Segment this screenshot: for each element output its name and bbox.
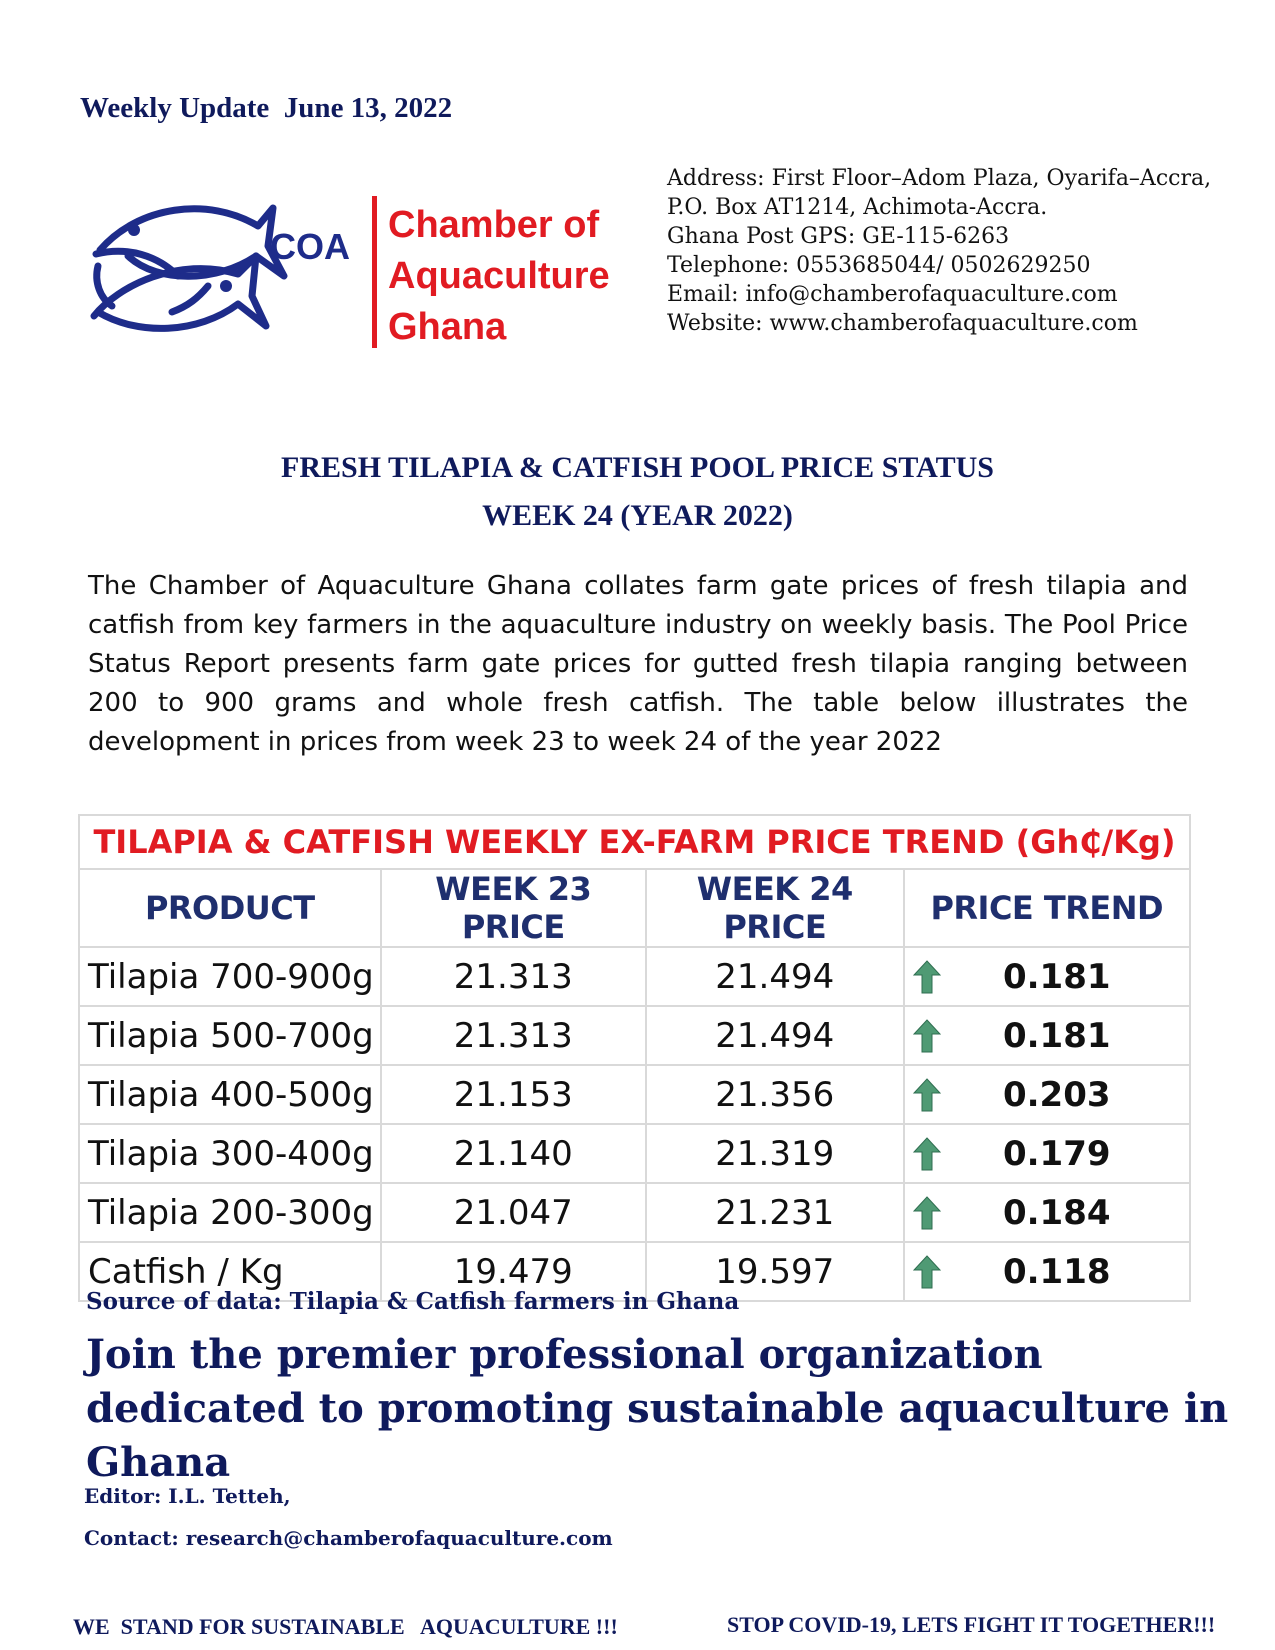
price-trend-cell (904, 947, 1190, 1006)
weekly-update-heading: Weekly Update June 13, 2022 (80, 92, 453, 124)
address-line: P.O. Box AT1214, Achimota-Accra. (667, 195, 1048, 220)
footer-covid-slogan: STOP COVID-19, LETS FIGHT IT TOGETHER!!! (727, 1612, 1216, 1637)
table-row (79, 1065, 1190, 1124)
week24-price-cell: 19.597 (646, 1242, 904, 1301)
logo-organization-name: Chamber of Aquaculture Ghana (388, 204, 610, 348)
logo-abbreviation: COA (270, 226, 350, 267)
address-line: Address: First Floor–Adom Plaza, Oyarifa–Accra, (667, 166, 1212, 191)
product-cell: Tilapia 400-500g (79, 1065, 381, 1124)
price-trend-value: 0.184 (1002, 1192, 1111, 1233)
price-trend-cell (904, 1183, 1190, 1242)
address-line: Ghana Post GPS: GE-115-6263 (667, 224, 1010, 249)
logo-divider (372, 196, 377, 348)
price-trend-value: 0.203 (1002, 1074, 1111, 1115)
up-arrow-icon (913, 960, 941, 994)
price-trend-cell (904, 1124, 1190, 1183)
footer-sustainable-slogan: WE STAND FOR SUSTAINABLE AQUACULTURE !!! (73, 1614, 618, 1639)
table-header-row (79, 869, 1190, 947)
price-trend-cell (904, 1065, 1190, 1124)
product-cell: Tilapia 700-900g (79, 947, 381, 1006)
header-trend: PRICE TREND (904, 869, 1190, 947)
price-trend-cell (904, 1006, 1190, 1065)
price-trend-value: 0.179 (1002, 1133, 1111, 1174)
up-arrow-icon (913, 1255, 941, 1289)
up-arrow-icon (913, 1137, 941, 1171)
header-week24: WEEK 24 PRICE (646, 869, 904, 947)
header-week23: WEEK 23 PRICE (381, 869, 646, 947)
up-arrow-icon (913, 1196, 941, 1230)
report-title-line-1: FRESH TILAPIA & CATFISH POOL PRICE STATUS (281, 451, 994, 484)
week23-price-cell: 21.313 (381, 947, 646, 1006)
product-cell: Tilapia 200-300g (79, 1183, 381, 1242)
week23-price-cell: 21.313 (381, 1006, 646, 1065)
website-line: Website: www.chamberofaquaculture.com (667, 311, 1138, 336)
price-trend-cell (904, 1242, 1190, 1301)
report-title (0, 444, 1275, 540)
report-title-line-2: WEEK 24 (YEAR 2022) (482, 499, 793, 532)
contact-email: Contact: research@chamberofaquaculture.com (84, 1526, 613, 1550)
telephone-line: Telephone: 0553685044/ 0502629250 (667, 253, 1091, 278)
week24-price-cell: 21.231 (646, 1183, 904, 1242)
product-cell: Tilapia 500-700g (79, 1006, 381, 1065)
up-arrow-icon (913, 1019, 941, 1053)
price-trend-value: 0.181 (1002, 1015, 1111, 1056)
table-row (79, 1183, 1190, 1242)
table-row (79, 947, 1190, 1006)
week24-price-cell: 21.356 (646, 1065, 904, 1124)
product-cell: Catfish / Kg (79, 1242, 381, 1301)
email-line: Email: info@chamberofaquaculture.com (667, 282, 1118, 307)
address-block (667, 164, 1211, 338)
price-trend-value: 0.118 (1002, 1251, 1111, 1292)
table-title: TILAPIA & CATFISH WEEKLY EX-FARM PRICE TREND (Gh₵/Kg) (79, 815, 1190, 869)
data-source: Source of data: Tilapia & Catfish farmers in Ghana (86, 1288, 740, 1315)
week24-price-cell: 21.494 (646, 1006, 904, 1065)
header-product: PRODUCT (79, 869, 381, 947)
editor-credit: Editor: I.L. Tetteh, (84, 1484, 291, 1508)
week24-price-cell: 21.494 (646, 947, 904, 1006)
week23-price-cell: 21.140 (381, 1124, 646, 1183)
week23-price-cell: 21.047 (381, 1183, 646, 1242)
price-trend-table (78, 814, 1191, 1302)
product-cell: Tilapia 300-400g (79, 1124, 381, 1183)
price-trend-value: 0.181 (1002, 956, 1111, 997)
week24-price-cell: 21.319 (646, 1124, 904, 1183)
table-row (79, 1124, 1190, 1183)
intro-paragraph: The Chamber of Aquaculture Ghana collates farm gate prices of fresh tilapia and catfish from key farmers in the aquaculture industry on weekly basis. The Pool Price Status Report presents farm gate prices for gutted fresh tilapia ranging between 200 to 900 grams and whole fresh catfish. The table below illustrates the development in prices from week 23 to week 24 of the year 2022 (88, 571, 1188, 757)
join-slogan: Join the premier professional organization dedicated to promoting sustainable aquaculture in Ghana (86, 1331, 1229, 1486)
table-row (79, 1006, 1190, 1065)
week23-price-cell: 21.153 (381, 1065, 646, 1124)
week23-price-cell: 19.479 (381, 1242, 646, 1301)
up-arrow-icon (913, 1078, 941, 1112)
